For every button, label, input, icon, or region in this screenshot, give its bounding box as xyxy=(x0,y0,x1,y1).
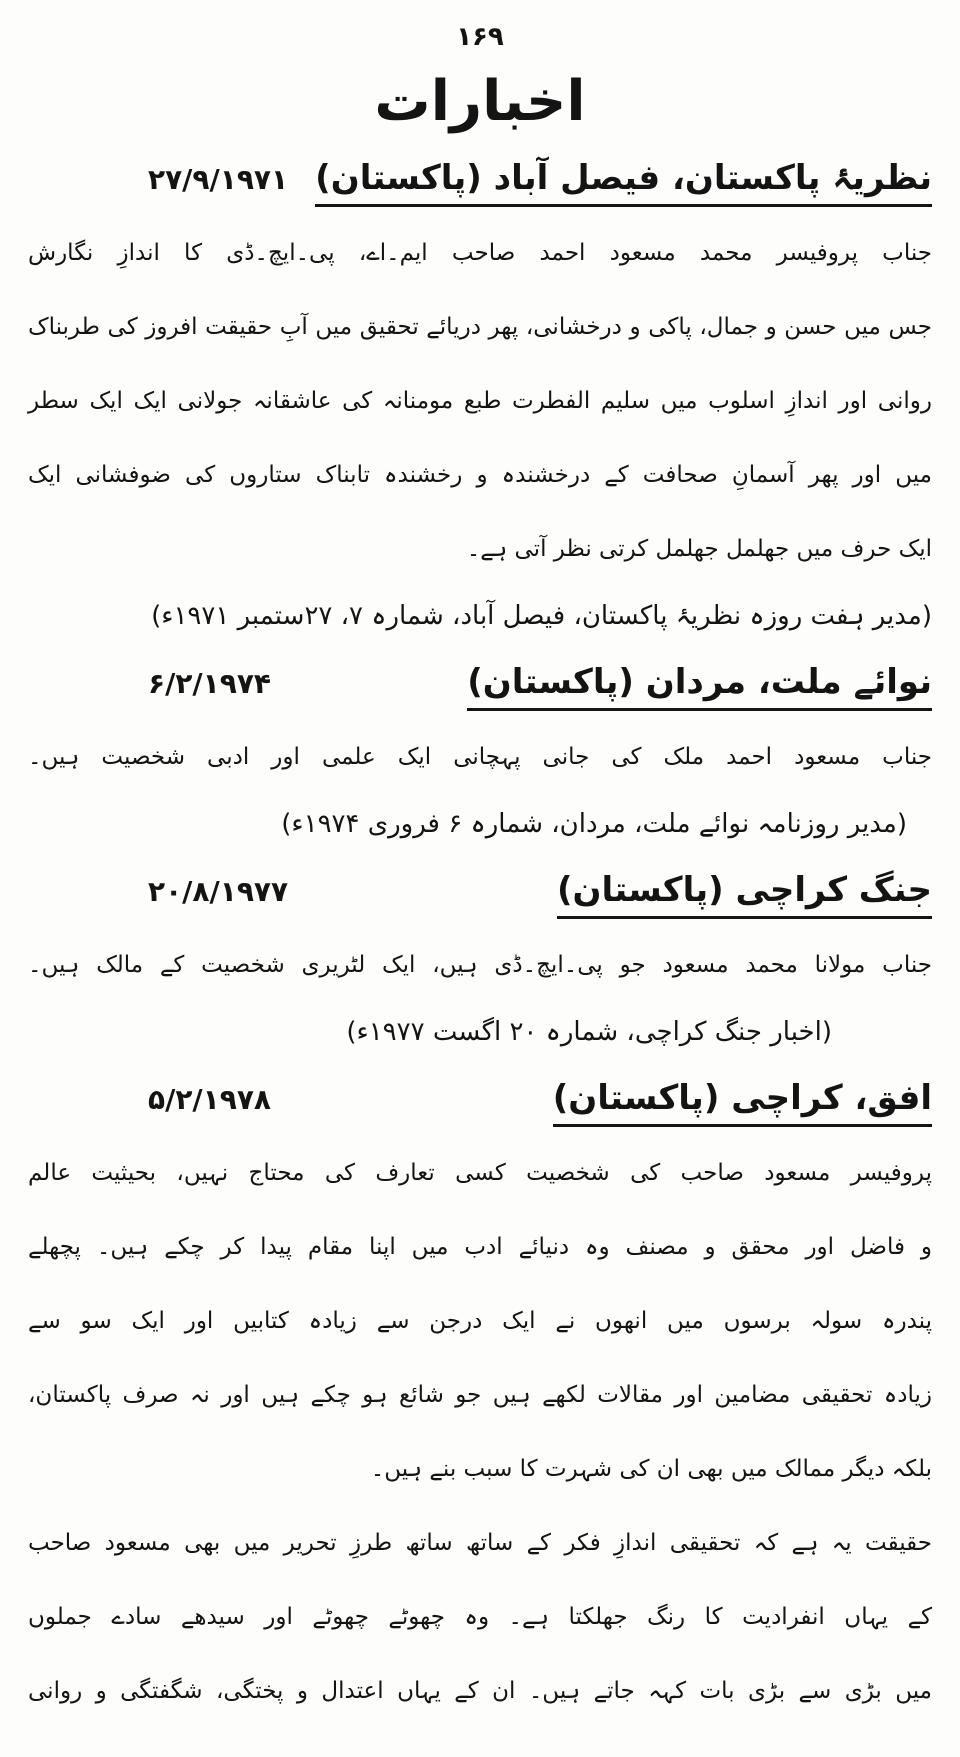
page-number: ۱۶۹ xyxy=(456,22,504,52)
section-heading: نظریۂ پاکستان، فیصل آباد (پاکستان) xyxy=(315,152,932,207)
section-date: ۶/۲/۱۹۷۴ xyxy=(148,666,271,700)
body-line: و فاضل اور محقق و مصنف وہ دنیائے ادب میں اپنا مقام پیدا کر چکے ہیں۔ پچھلے xyxy=(28,1234,932,1260)
body-line: کے یہاں انفرادیت کا رنگ جھلکتا ہے۔ وہ چھوٹے چھوٹے اور سیدھے سادے جملوں xyxy=(28,1604,932,1630)
section-heading: جنگ کراچی (پاکستان) xyxy=(557,864,932,919)
body-line: پندرہ سولہ برسوں میں انھوں نے ایک درجن سے زیادہ کتابیں اور ایک سو سے xyxy=(28,1308,932,1334)
body-line: میں بڑی سے بڑی بات کہہ جاتے ہیں۔ ان کے یہاں اعتدال و پختگی، شگفتگی و روانی xyxy=(28,1678,932,1704)
section-date: ۲۰/۸/۱۹۷۷ xyxy=(148,874,289,908)
body-line: جناب مسعود احمد ملک کی جانی پہچانی ایک علمی اور ادبی شخصیت ہیں۔ xyxy=(28,744,932,770)
body-line: بلکہ دیگر ممالک میں بھی ان کی شہرت کا سبب بنے ہیں۔ xyxy=(370,1456,932,1482)
body-line: جس میں حسن و جمال، پاکی و درخشانی، پھر دریائے تحقیق میں آبِ حقیقت افروز کی طربناک xyxy=(28,314,932,340)
body-line: جناب پروفیسر محمد مسعود احمد صاحب ایم۔اے، پی۔ایچ۔ڈی کا اندازِ نگارش xyxy=(28,240,932,266)
body-line: میں اور پھر آسمانِ صحافت کے درخشندہ و رخشندہ تابناک ستاروں کی ضوفشانی ایک xyxy=(28,462,932,488)
citation: (مدیر ہفت روزہ نظریۂ پاکستان، فیصل آباد، شمارہ ۷، ۲۷ستمبر ۱۹۷۱ء) xyxy=(151,601,932,631)
section-heading-row xyxy=(28,646,932,720)
body-line: روانی اور اندازِ اسلوب میں سلیم الفطرت طبع مومنانہ کی عاشقانہ جولانی ایک ایک سطر xyxy=(28,388,932,414)
page-title: اخبارات xyxy=(374,69,586,134)
citation: (اخبار جنگ کراچی، شمارہ ۲۰ اگست ۱۹۷۷ء) xyxy=(346,1017,832,1047)
section-heading-row xyxy=(28,854,932,928)
body-line: حقیقت یہ ہے کہ تحقیقی اندازِ فکر کے ساتھ ساتھ طرزِ تحریر میں بھی مسعود صاحب xyxy=(28,1530,932,1556)
section-heading: نوائے ملت، مردان (پاکستان) xyxy=(467,656,932,711)
section-heading-row xyxy=(28,142,932,216)
section-heading-row xyxy=(28,1062,932,1136)
section-heading: افق، کراچی (پاکستان) xyxy=(553,1072,932,1127)
section-date: ۲۷/۹/۱۹۷۱ xyxy=(148,162,289,196)
body-line: جناب مولانا محمد مسعود جو پی۔ایچ۔ڈی ہیں، ایک لٹریری شخصیت کے مالک ہیں۔ xyxy=(28,952,932,978)
section-date: ۵/۲/۱۹۷۸ xyxy=(148,1082,271,1116)
body-line: ایک حرف میں جھلمل جھلمل کرتی نظر آتی ہے۔ xyxy=(466,536,932,562)
body-line: زیادہ تحقیقی مضامین اور مقالات لکھے ہیں جو شائع ہو چکے ہیں اور نہ صرف پاکستان، xyxy=(28,1382,932,1408)
citation: (مدیر روزنامہ نوائے ملت، مردان، شمارہ ۶ فروری ۱۹۷۴ء) xyxy=(281,809,907,839)
body-line: پروفیسر مسعود صاحب کی شخصیت کسی تعارف کی محتاج نہیں، بحیثیت عالم xyxy=(28,1160,932,1186)
